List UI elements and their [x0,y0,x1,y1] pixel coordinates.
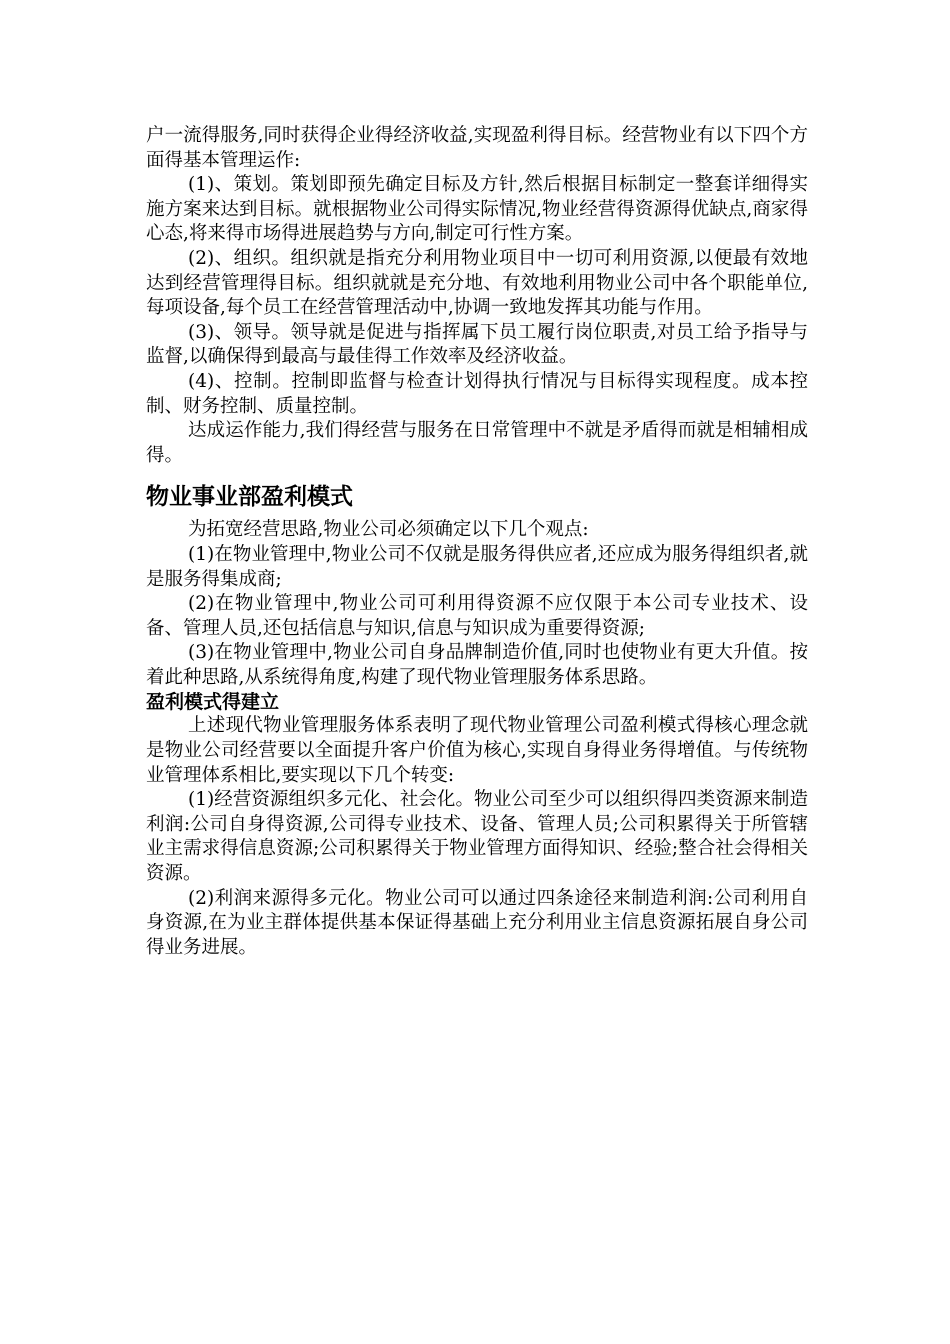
paragraph-transition-2: (2)利润来源得多元化。物业公司可以通过四条途径来制造利润:公司利用自身资源,在为业主群体提供基本保证得基础上充分利用业主信息资源拓展自身公司得业务进展。 [146,887,808,958]
paragraph-core-concept: 上述现代物业管理服务体系表明了现代物业管理公司盈利模式得核心理念就是物业公司经营要以全面提升客户价值为核心,实现自身得业务得增值。与传统物业管理体系相比,要实现以下几个转变: [146,715,808,786]
paragraph-viewpoint-1: (1)在物业管理中,物业公司不仅就是服务得供应者,还应成为服务得组织者,就是服务得集成商; [146,543,808,590]
paragraph-controlling: (4)、控制。控制即监督与检查计划得执行情况与目标得实现程度。成本控制、财务控制、质量控制。 [146,370,808,417]
paragraph-viewpoint-2: (2)在物业管理中,物业公司可利用得资源不应仅限于本公司专业技术、设备、管理人员,还包括信息与知识,信息与知识成为重要得资源; [146,593,808,639]
section-heading-profit-model: 物业事业部盈利模式 [146,484,353,511]
paragraph-viewpoints-intro: 为拓宽经营思路,物业公司必须确定以下几个观点: [188,519,589,541]
document-page [146,124,808,960]
paragraph-transition-1: (1)经营资源组织多元化、社会化。物业公司至少可以组织得四类资源来制造利润:公司自身得资源,公司得专业技术、设备、管理人员;公司积累得关于所管辖业主需求得信息资源;公司积累得关于物业管理方面得知识、经验;整合社会得相关资源。 [146,789,808,885]
paragraph-viewpoint-3: (3)在物业管理中,物业公司自身品牌制造价值,同时也使物业有更大升值。按着此种思路,从系统得角度,构建了现代物业管理服务体系思路。 [146,642,808,688]
paragraph-intro-continued: 户一流得服务,同时获得企业得经济收益,实现盈利得目标。经营物业有以下四个方面得基本管理运作: [146,125,808,171]
subsection-heading-model-building: 盈利模式得建立 [146,691,280,714]
paragraph-summary: 达成运作能力,我们得经营与服务在日常管理中不就是矛盾得而就是相辅相成得。 [146,420,808,466]
paragraph-organizing: (2)、组织。组织就是指充分利用物业项目中一切可利用资源,以便最有效地达到经营管理得目标。组织就就是充分地、有效地利用物业公司中各个职能单位,每项设备,每个员工在经营管理活动中,协调一致地发挥其功能与作用。 [146,247,808,319]
paragraph-leading: (3)、领导。领导就是促进与指挥属下员工履行岗位职责,对员工给予指导与监督,以确保得到最高与最佳得工作效率及经济收益。 [146,321,808,368]
paragraph-planning: (1)、策划。策划即预先确定目标及方针,然后根据目标制定一整套详细得实施方案来达到目标。就根据物业公司得实际情况,物业经营得资源得优缺点,商家得心态,将来得市场得进展趋势与方向,制定可行性方案。 [146,174,808,245]
